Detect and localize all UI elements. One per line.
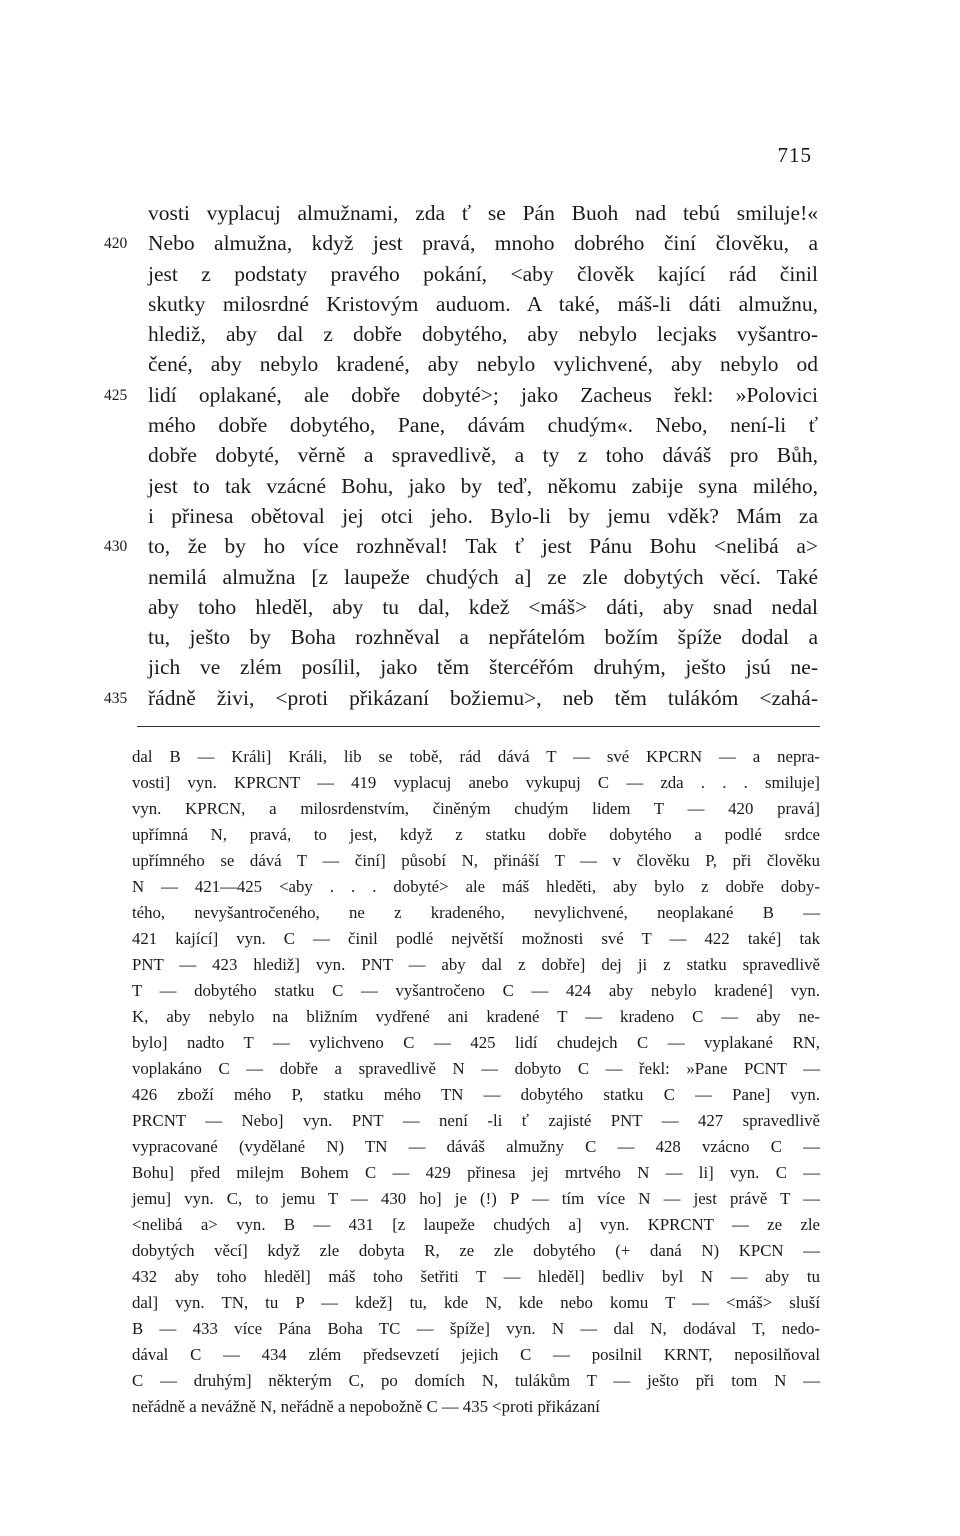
apparatus-line: 421 kající] vyn. C — činil podlé největší možnosti své T — 422 také] tak	[132, 929, 820, 948]
line-number: 425	[104, 386, 128, 404]
apparatus-line: vosti] vyn. KPRCNT — 419 vyplacuj anebo vykupuj C — zda . . . smiluje]	[132, 773, 820, 792]
apparatus-line: upřímného se dává T — činí] působí N, přináší T — v člověku P, při člověku	[132, 851, 820, 870]
apparatus-line: vypracované (vydělané N) TN — dáváš almužny C — 428 vzácno C —	[132, 1137, 820, 1156]
apparatus-line: voplakáno C — dobře a spravedlivě N — dobyto C — řekl: »Pane PCNT —	[132, 1059, 820, 1078]
line-number: 420	[104, 235, 128, 253]
text-line	[104, 380, 818, 410]
critical-apparatus	[132, 744, 820, 1420]
line-text: lidí oplakané, ale dobře dobyté>; jako Zacheus řekl: »Polovici	[148, 382, 818, 407]
apparatus-line: B — 433 více Pána Boha TC — špíže] vyn. N — dal N, dodával T, nedo-	[132, 1319, 820, 1338]
apparatus-line: dobytých věcí] když zle dobyta R, ze zle dobytého (+ daná N) KPCN —	[132, 1241, 820, 1260]
apparatus-line: jemu] vyn. C, to jemu T — 430 ho] je (!) P — tím více N — jest právě T —	[132, 1189, 820, 1208]
line-text: jich ve zlém posílil, jako těm štercéřóm druhým, ješto jsú ne-	[148, 655, 818, 680]
line-text: mého dobře dobytého, Pane, dávám chudým«. Nebo, není-li ť	[148, 413, 818, 438]
text-line	[148, 289, 818, 319]
line-text: aby toho hleděl, aby tu dal, kdež <máš> dáti, aby snad nedal	[148, 594, 818, 619]
text-line	[104, 683, 818, 713]
page-number: 715	[777, 143, 812, 167]
apparatus-line: dal] vyn. TN, tu P — kdež] tu, kde N, kde nebo komu T — <máš> sluší	[132, 1293, 820, 1312]
line-text: dobře dobyté, věrně a spravedlivě, a ty z toho dáváš pro Bůh,	[148, 443, 818, 468]
line-text: vosti vyplacuj almužnami, zda ť se Pán Buoh nad tebú smiluje!«	[148, 201, 818, 225]
line-text: jest z podstaty pravého pokání, <aby člověk kající rád činil	[148, 261, 818, 286]
text-line	[148, 592, 818, 622]
apparatus-line: dával C — 434 zlém předsevzetí jejich C — posilnil KRNT, neposilňoval	[132, 1345, 820, 1364]
apparatus-line: Bohu] před milejm Bohem C — 429 přinesa jej mrtvého N — li] vyn. C —	[132, 1163, 820, 1182]
line-text: jest to tak vzácné Bohu, jako by teď, někomu zabije syna milého,	[148, 473, 818, 498]
main-text	[104, 198, 818, 713]
apparatus-line: <nelibá a> vyn. B — 431 [z laupeže chudých a] vyn. KPRCNT — ze zle	[132, 1215, 820, 1234]
apparatus-line: 426 zboží mého P, statku mého TN — dobytého statku C — Pane] vyn.	[132, 1085, 820, 1104]
line-text: nemilá almužna [z laupeže chudých a] ze zle dobytých věcí. Také	[148, 564, 818, 589]
text-line	[148, 562, 818, 592]
apparatus-line: tého, nevyšantročeného, ne z kradeného, nevylichvené, neoplakané B —	[132, 903, 820, 922]
line-text: hlediž, aby dal z dobře dobytého, aby nebylo lecjaks vyšantro-	[148, 322, 818, 347]
text-line	[148, 319, 818, 349]
text-line	[148, 471, 818, 501]
line-text: to, že by ho více rozhněval! Tak ť jest Pánu Bohu <nelibá a>	[148, 534, 818, 559]
line-number: 435	[104, 689, 128, 707]
apparatus-line: 432 aby toho hleděl] máš toho šetřiti T — hleděl] bedliv byl N — aby tu	[132, 1267, 820, 1286]
text-line	[148, 652, 818, 682]
text-line	[148, 440, 818, 470]
apparatus-line: upřímná N, pravá, to jest, když z statku dobře dobytého a podlé srdce	[132, 825, 820, 844]
text-line	[148, 259, 818, 289]
apparatus-line: K, aby nebylo na bližním vydřené ani kradené T — kradeno C — aby ne-	[132, 1007, 820, 1026]
text-line	[148, 349, 818, 379]
line-text: řádně živi, <proti přikázaní božiemu>, neb těm tulákóm <zahá-	[148, 685, 818, 710]
line-text: čené, aby nebylo kradené, aby nebylo vylichvené, aby nebylo od	[148, 352, 818, 377]
text-line	[104, 228, 818, 258]
apparatus-line: neřádně a nevážně N, neřádně a nepobožně C — 435 <proti přikázaní	[132, 1397, 600, 1416]
text-line	[104, 531, 818, 561]
apparatus-line: N — 421—425 <aby . . . dobyté> ale máš hleděti, aby bylo z dobře doby-	[132, 877, 820, 896]
line-number: 430	[104, 538, 128, 556]
line-text: i přinesa obětoval jej otci jeho. Bylo-li by jemu vděk? Mám za	[148, 503, 818, 528]
apparatus-line: PNT — 423 hlediž] vyn. PNT — aby dal z dobře] dej ji z statku spravedlivě	[132, 955, 820, 974]
apparatus-line: T — dobytého statku C — vyšantročeno C — 424 aby nebylo kradené] vyn.	[132, 981, 820, 1000]
apparatus-line: C — druhým] některým C, po domích N, tulákům T — ješto při tom N —	[132, 1371, 820, 1390]
apparatus-line: dal B — Králi] Králi, lib se tobě, rád dává T — své KPCRN — a nepra-	[132, 747, 820, 766]
apparatus-line: PRCNT — Nebo] vyn. PNT — není -li ť zajisté PNT — 427 spravedlivě	[132, 1111, 820, 1130]
text-line	[148, 410, 818, 440]
line-text: Nebo almužna, když jest pravá, mnoho dobrého činí člověku, a	[148, 231, 818, 256]
line-text: tu, ješto by Boha rozhněval a nepřátelóm božím špíže dodal a	[148, 625, 818, 650]
line-text: skutky milosrdné Kristovým auduom. A také, máš-li dáti almužnu,	[148, 291, 818, 316]
footnote-divider	[137, 726, 820, 727]
text-line	[148, 198, 818, 228]
text-line	[148, 501, 818, 531]
text-line	[148, 622, 818, 652]
apparatus-line: vyn. KPRCN, a milosrdenstvím, činěným chudým lidem T — 420 pravá]	[132, 799, 820, 818]
apparatus-line: bylo] nadto T — vylichveno C — 425 lidí chudejch C — vyplakané RN,	[132, 1033, 820, 1052]
